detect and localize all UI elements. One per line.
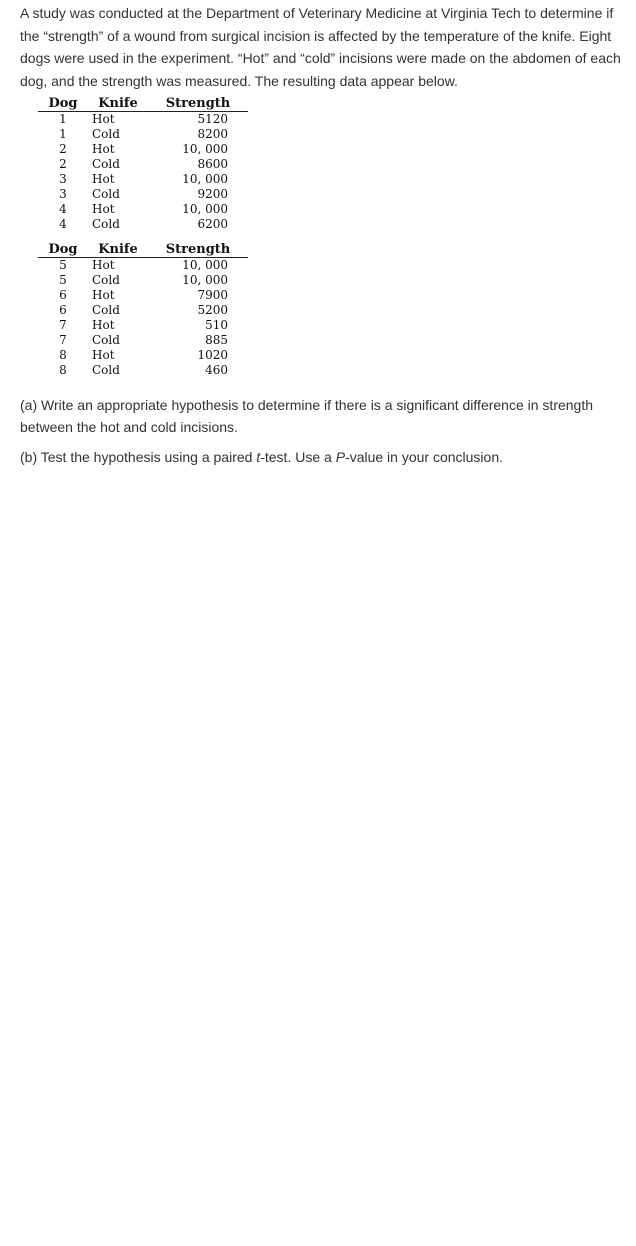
cell-strength: 10, 000 <box>182 258 228 272</box>
header-knife: Knife <box>88 96 148 112</box>
cell-knife: Hot <box>92 112 115 126</box>
problem-content <box>20 2 626 468</box>
header-knife: Knife <box>88 242 148 258</box>
cell-knife: Cold <box>92 187 120 201</box>
table-row <box>38 187 248 202</box>
cell-strength: 460 <box>205 363 228 377</box>
cell-strength: 510 <box>205 318 228 332</box>
cell-dog: 7 <box>59 318 67 332</box>
cell-knife: Cold <box>92 127 120 141</box>
table-1-body <box>38 112 248 233</box>
intro-paragraph: A study was conducted at the Department of Veterinary Medicine at Virginia Tech to determine if the “strength” of a wound from surgical incision is affected by the temperature of the knife. Eight dogs were used in the experiment. “Hot” and “cold” incisions were made on the abdomen of each dog, and the strength was measured. The resulting data appear below. <box>20 5 621 89</box>
cell-dog: 2 <box>59 157 67 171</box>
table-2-body <box>38 258 248 379</box>
table-row <box>38 273 248 288</box>
cell-strength: 885 <box>205 333 228 347</box>
cell-knife: Cold <box>92 363 120 377</box>
cell-knife: Hot <box>92 318 115 332</box>
table-row <box>38 348 248 363</box>
question-b-text-2: -test. Use a <box>260 449 336 465</box>
table-row <box>38 202 248 217</box>
table-row <box>38 258 248 274</box>
question-a: (a) Write an appropriate hypothesis to determine if there is a significant difference in strength between the hot and cold incisions. <box>20 397 594 435</box>
cell-strength: 7900 <box>197 288 228 302</box>
table-row <box>38 288 248 303</box>
table-row <box>38 172 248 187</box>
table-row <box>38 318 248 333</box>
cell-dog: 6 <box>59 303 67 317</box>
data-table-2 <box>38 242 248 378</box>
table-row <box>38 127 248 142</box>
question-b-text-3: -value in your conclusion. <box>345 449 504 465</box>
table-header-row <box>38 242 248 258</box>
cell-strength: 10, 000 <box>182 172 228 186</box>
cell-knife: Cold <box>92 273 120 287</box>
cell-dog: 3 <box>59 172 67 186</box>
cell-knife: Cold <box>92 157 120 171</box>
header-strength: Strength <box>148 96 248 112</box>
question-b-text-1: (b) Test the hypothesis using a paired <box>20 449 257 465</box>
cell-dog: 7 <box>59 333 67 347</box>
cell-knife: Cold <box>92 217 120 231</box>
table-row <box>38 157 248 172</box>
cell-strength: 5200 <box>197 303 228 317</box>
table-row <box>38 333 248 348</box>
cell-knife: Hot <box>92 258 115 272</box>
cell-strength: 6200 <box>197 217 228 231</box>
cell-dog: 8 <box>59 363 67 377</box>
question-b-t: t <box>256 449 261 465</box>
cell-knife: Cold <box>92 333 120 347</box>
cell-knife: Cold <box>92 303 120 317</box>
table-row <box>38 142 248 157</box>
cell-dog: 4 <box>59 202 67 216</box>
table-row <box>38 217 248 232</box>
table-row <box>38 363 248 378</box>
cell-strength: 5120 <box>197 112 228 126</box>
table-row <box>38 112 248 128</box>
cell-strength: 8200 <box>197 127 228 141</box>
cell-strength: 9200 <box>197 187 228 201</box>
cell-dog: 6 <box>59 288 67 302</box>
question-b <box>20 446 626 468</box>
cell-dog: 3 <box>59 187 67 201</box>
cell-strength: 10, 000 <box>182 202 228 216</box>
cell-dog: 8 <box>59 348 67 362</box>
cell-knife: Hot <box>92 172 115 186</box>
cell-strength: 10, 000 <box>182 142 228 156</box>
cell-strength: 8600 <box>197 157 228 171</box>
cell-knife: Hot <box>92 288 115 302</box>
cell-dog: 5 <box>59 273 67 287</box>
header-dog: Dog <box>38 96 88 112</box>
table-header-row <box>38 96 248 112</box>
question-b-p: P <box>335 449 346 465</box>
cell-dog: 1 <box>59 127 67 141</box>
cell-knife: Hot <box>92 348 115 362</box>
cell-dog: 2 <box>59 142 67 156</box>
cell-strength: 1020 <box>197 348 228 362</box>
cell-dog: 4 <box>59 217 67 231</box>
header-strength: Strength <box>148 242 248 258</box>
cell-dog: 5 <box>59 258 67 272</box>
cell-knife: Hot <box>92 142 115 156</box>
table-row <box>38 303 248 318</box>
header-dog: Dog <box>38 242 88 258</box>
cell-strength: 10, 000 <box>182 273 228 287</box>
cell-dog: 1 <box>59 112 67 126</box>
cell-knife: Hot <box>92 202 115 216</box>
data-table-1 <box>38 96 248 232</box>
